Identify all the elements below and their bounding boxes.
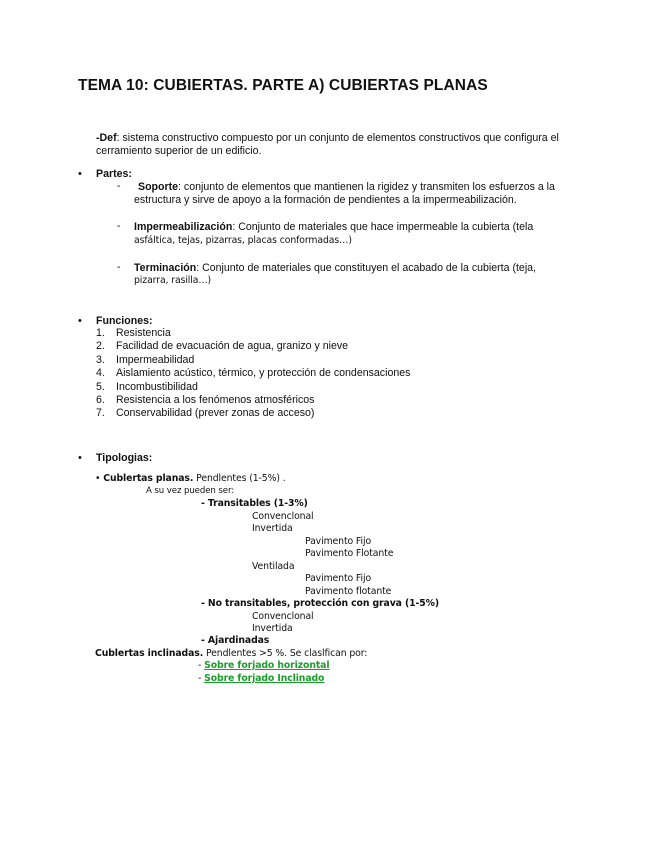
soporte-text: : conjunto de elementos que mantienen la rigidez y transmiten los esfuerzos a la — [178, 181, 555, 193]
dash-icon: - — [117, 180, 121, 192]
bullet-icon: • — [95, 473, 104, 484]
list-item: 4. Aislamiento acústico, térmico, y protección de condensaciones — [96, 367, 411, 380]
impermeabilizacion-line-2: asfáltica, tejas, pizarras, placas conformadas…) — [134, 235, 352, 246]
forjado-horizontal-line: - Sobre forjado horizontal — [198, 660, 330, 671]
forjado-inclinado-line: - Sobre forjado Inclinado — [198, 673, 325, 684]
cubiertas-planas-line — [95, 473, 286, 484]
funciones-list — [96, 327, 410, 421]
terminacion-line-2: pizarra, rasilla…) — [134, 275, 212, 286]
list-item: 5. Incombustibilidad — [96, 380, 198, 393]
pavimento-fijo-label: Pavimento Fijo — [305, 536, 372, 547]
cubiertas-inclinadas-line — [95, 648, 367, 659]
bullet-icon: • — [78, 452, 82, 464]
no-transitables-label: - No transitables, protección con grava (1-5%) — [201, 598, 439, 609]
terminacion-label: Terminación — [134, 262, 197, 274]
impermeabilizacion-text: : Conjunto de materiales que hace impermeable la cubierta (tela — [232, 221, 534, 233]
dash-icon: - — [117, 261, 121, 273]
su-vez-text: A su vez pueden ser: — [146, 486, 235, 496]
impermeabilizacion-line-1 — [134, 221, 533, 234]
tipologias-heading: Tipologias: — [96, 452, 153, 464]
list-item: 2. Facilidad de evacuación de agua, granizo y nieve — [96, 340, 349, 353]
cubiertas-inclinadas-text: Pendlentes >5 %. Se claslfican por: — [203, 648, 368, 659]
list-item: 1. Resistencia — [96, 327, 171, 339]
pavimento-fijo-label-2: Pavimento Fijo — [305, 573, 372, 584]
convencional-label-2: Convenclonal — [252, 611, 314, 622]
list-item: 3. Impermeabilidad — [96, 353, 195, 366]
soporte-line-2: estructura y sirve de apoyo a la formación de pendientes a la impermeabilización. — [134, 194, 517, 206]
definition-line-2: cerramiento superior de un edificio. — [96, 145, 262, 157]
terminacion-line-1 — [134, 262, 536, 275]
definition-text: : sistema constructivo compuesto por un conjunto de elementos constructivos que configura el — [116, 132, 559, 144]
dash-icon: - — [117, 220, 121, 232]
soporte-label: Soporte — [138, 181, 179, 193]
funciones-heading: Funciones: — [96, 315, 153, 327]
cubiertas-planas-text: Pendlentes (1-5%) . — [193, 473, 286, 484]
definition-line-1 — [96, 132, 559, 145]
invertida-label-2: Invertida — [252, 623, 293, 634]
ventilada-label: Ventilada — [252, 561, 295, 572]
pavimento-flotante-label-2: Pavimento flotante — [305, 586, 392, 597]
convencional-label: Convenclonal — [252, 511, 314, 522]
forjado-inclinado-link[interactable]: Sobre forjado Inclinado — [204, 673, 325, 684]
forjado-horizontal-link[interactable]: Sobre forjado horizontal — [204, 660, 330, 671]
list-item: 6. Resistencia a los fenómenos atmosféricos — [96, 394, 315, 407]
cubiertas-planas-label: Cublertas planas. — [103, 473, 194, 484]
invertida-label: Invertida — [252, 523, 293, 534]
cubiertas-inclinadas-label: Cublertas inclinadas. — [95, 648, 204, 659]
soporte-line-1 — [138, 181, 555, 194]
partes-heading: Partes: — [96, 168, 132, 180]
terminacion-text: : Conjunto de materiales que constituyen el acabado de la cubierta (teja, — [196, 262, 537, 274]
transitables-label: - Transitables (1-3%) — [201, 498, 308, 509]
page-title: TEMA 10: CUBIERTAS. PARTE A) CUBIERTAS PLANAS — [78, 77, 488, 94]
bullet-icon: • — [78, 168, 82, 180]
list-item: 7. Conservabilidad (prever zonas de acceso) — [96, 407, 315, 420]
ajardinadas-label: - Ajardinadas — [201, 635, 270, 646]
definition-label: -Def — [96, 132, 117, 144]
bullet-icon: • — [78, 315, 82, 327]
pavimento-flotante-label: Pavimento Flotante — [305, 548, 394, 559]
impermeabilizacion-label: Impermeabilización — [134, 221, 233, 233]
